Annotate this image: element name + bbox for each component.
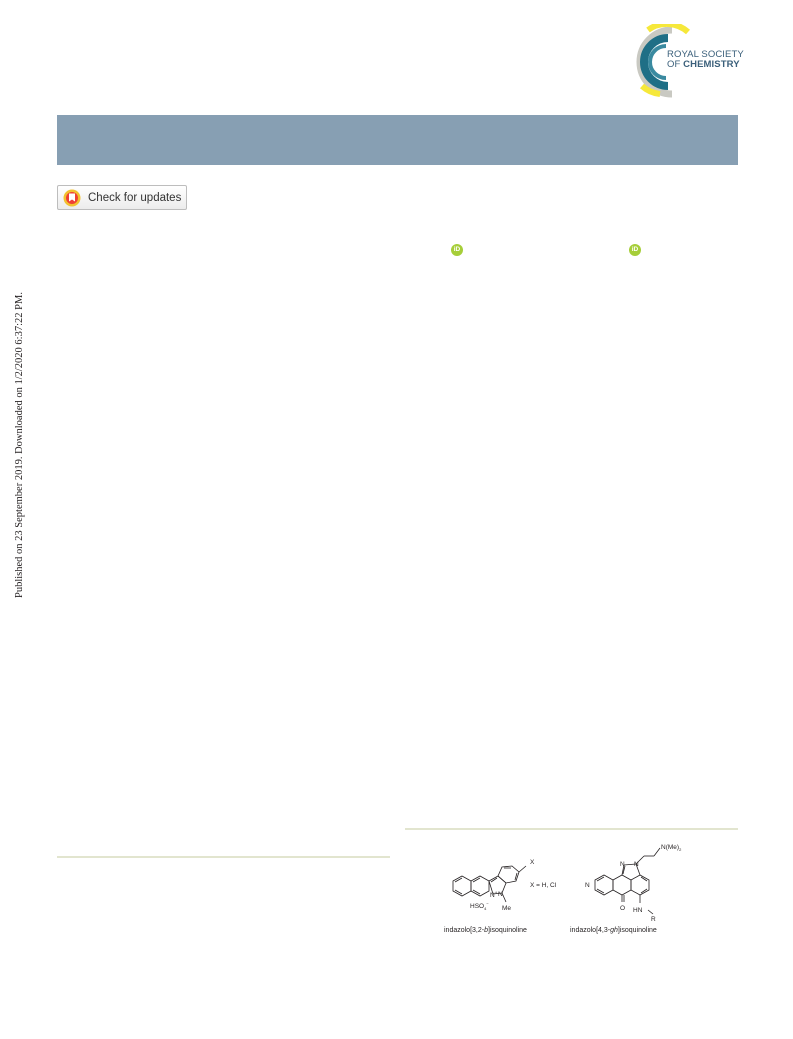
logo-line2: CHEMISTRY xyxy=(683,59,740,70)
column-rule-right xyxy=(405,828,738,830)
left-substituent-label: X xyxy=(530,859,535,866)
logo-line1: ROYAL SOCIETY xyxy=(667,49,744,60)
logo-line2-prefix: OF xyxy=(667,59,681,70)
indazolo-4-3-gh-isoquinoline-structure xyxy=(595,848,660,914)
crossmark-icon xyxy=(63,189,81,207)
right-amine-group-label: $N(Me)_2$ xyxy=(661,844,682,852)
column-rule-left xyxy=(57,856,390,858)
left-substituent-values: X = H, Cl xyxy=(530,882,557,889)
check-for-updates-button[interactable] xyxy=(57,185,187,210)
orcid-icon[interactable]: iD xyxy=(451,244,463,256)
right-pyridine-n-label: N xyxy=(585,882,590,889)
left-structure-caption: indazolo[3,2-b]isoquinoline xyxy=(444,927,527,934)
right-ring-n2-label: N xyxy=(634,861,639,868)
logo-ring-inner xyxy=(650,46,666,78)
right-hn-label: HN xyxy=(633,907,643,914)
left-n-plus-label: N+ xyxy=(490,890,498,899)
left-counterion-label: $HSO_4^-$ xyxy=(470,901,489,911)
right-structure-caption: indazolo[4,3-gh]isoquinoline xyxy=(570,927,657,934)
check-for-updates-label: Check for updates xyxy=(88,191,182,204)
right-ring-n1-label: N xyxy=(620,861,625,868)
header-banner xyxy=(57,115,738,165)
logo-wordmark xyxy=(667,50,744,70)
orcid-icon[interactable]: iD xyxy=(629,244,641,256)
structure-figure xyxy=(440,840,710,940)
left-n-methyl-label: N xyxy=(498,891,503,898)
right-carbonyl-o-label: O xyxy=(620,905,626,912)
right-r-group-label: R xyxy=(651,916,656,923)
left-methyl-label: Me xyxy=(502,905,512,912)
publication-note: Published on 23 September 2019. Downloaded on 1/2/2020 6:37:22 PM. xyxy=(14,292,25,598)
